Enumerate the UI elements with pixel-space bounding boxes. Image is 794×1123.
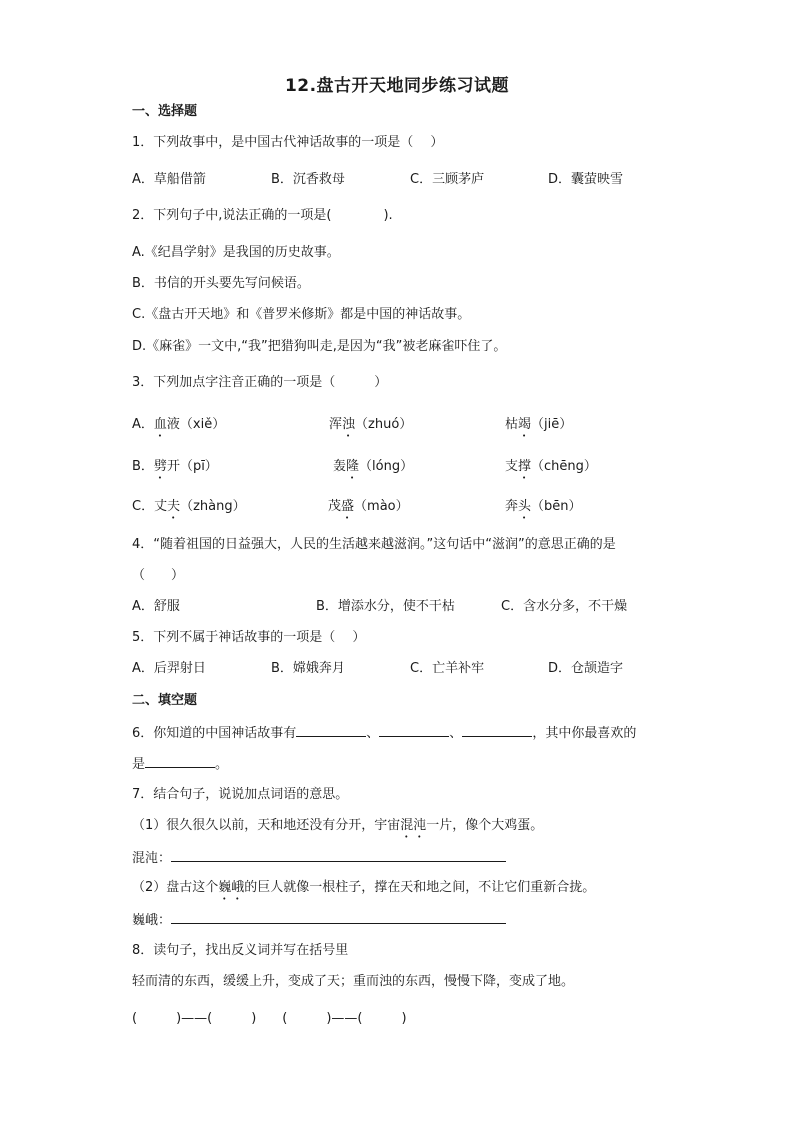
q3-row-a-item-1: A．血液（xiě）: [132, 417, 226, 432]
q6-blank-2[interactable]: [379, 723, 449, 737]
q3-row-b-item-2: 轰隆（lóng）: [333, 459, 414, 474]
question-6: 6．你知道的中国神话故事有 、 、 ，其中你最喜欢的: [132, 723, 636, 743]
question-4: 4．“随着祖国的日益强大，人民的生活越来越滋润。”这句话中“滋润”的意思正确的是: [132, 537, 616, 552]
q5-option-d: D．仓颉造字: [548, 661, 624, 676]
q3-row-a-item-2: 浑浊（zhuó）: [329, 417, 413, 432]
q7-answer-1-blank[interactable]: [171, 848, 506, 862]
q7-answer-1: 混沌：: [132, 848, 506, 868]
page-title: 12.盘古开天地同步练习试题: [284, 76, 510, 96]
question-1: 1．下列故事中，是中国古代神话故事的一项是（ ）: [132, 135, 444, 150]
q4-answer-paren: （ ）: [132, 568, 185, 583]
q1-option-c: C．三顾茅庐: [410, 172, 485, 187]
question-8: 8．读句子，找出反义词并写在括号里: [132, 943, 349, 958]
q1-option-d: D．囊萤映雪: [548, 172, 624, 187]
q5-option-a: A．后羿射日: [132, 661, 206, 676]
q2-option-d: D.《麻雀》一文中,“我”把猎狗叫走,是因为“我”被老麻雀吓住了。: [132, 339, 507, 354]
q8-answer-blanks[interactable]: ( )——( ) ( )——( ): [132, 1011, 407, 1026]
q6-blank-3[interactable]: [462, 723, 532, 737]
q7-answer-2: 巍峨：: [132, 910, 506, 930]
q3-row-b-item-1: B．劈开（pī）: [132, 459, 218, 474]
section-fill-heading: 二、填空题: [132, 693, 198, 708]
q3-row-c-item-3: 奔头（bēn）: [505, 499, 582, 514]
q2-option-c: C.《盘古开天地》和《普罗米修斯》都是中国的神话故事。: [132, 307, 471, 322]
q4-option-c: C．含水分多，不干燥: [501, 599, 628, 614]
q2-option-b: B．书信的开头要先写问候语。: [132, 276, 310, 291]
question-5: 5．下列不属于神话故事的一项是（ ）: [132, 630, 366, 645]
q3-row-c-item-1: C．丈夫（zhàng）: [132, 499, 246, 514]
q6-blank-1[interactable]: [296, 723, 366, 737]
q8-sentence: 轻而清的东西，缓缓上升，变成了天；重而浊的东西，慢慢下降，变成了地。: [132, 974, 575, 989]
q3-row-b-item-3: 支撑（chēng）: [505, 459, 597, 474]
q5-option-b: B．嫦娥奔月: [271, 661, 345, 676]
q5-option-c: C．亡羊补牢: [410, 661, 485, 676]
q2-option-a: A.《纪昌学射》是我国的历史故事。: [132, 245, 340, 260]
q6-blank-4[interactable]: [145, 754, 215, 768]
q7-sentence-1: （1）很久很久以前，天和地还没有分开，宇宙混沌一片，像个大鸡蛋。: [132, 818, 544, 833]
q4-option-a: A．舒服: [132, 599, 180, 614]
q7-answer-2-blank[interactable]: [171, 910, 506, 924]
question-2: 2．下列句子中,说法正确的一项是( ).: [132, 208, 393, 223]
question-7: 7．结合句子，说说加点词语的意思。: [132, 787, 349, 802]
q3-row-c-item-2: 茂盛（mào）: [328, 499, 409, 514]
q7-sentence-2: （2）盘古这个巍峨的巨人就像一根柱子，撑在天和地之间，不让它们重新合拢。: [132, 880, 596, 895]
section-choice-heading: 一、选择题: [132, 104, 198, 119]
q4-option-b: B．增添水分，使不干枯: [316, 599, 455, 614]
q3-row-a-item-3: 枯竭（jiē）: [505, 417, 573, 432]
question-6-line-2: 是 。: [132, 754, 228, 774]
q1-option-b: B．沉香救母: [271, 172, 345, 187]
q1-option-a: A．草船借箭: [132, 172, 206, 187]
question-3: 3．下列加点字注音正确的一项是（ ）: [132, 375, 388, 390]
